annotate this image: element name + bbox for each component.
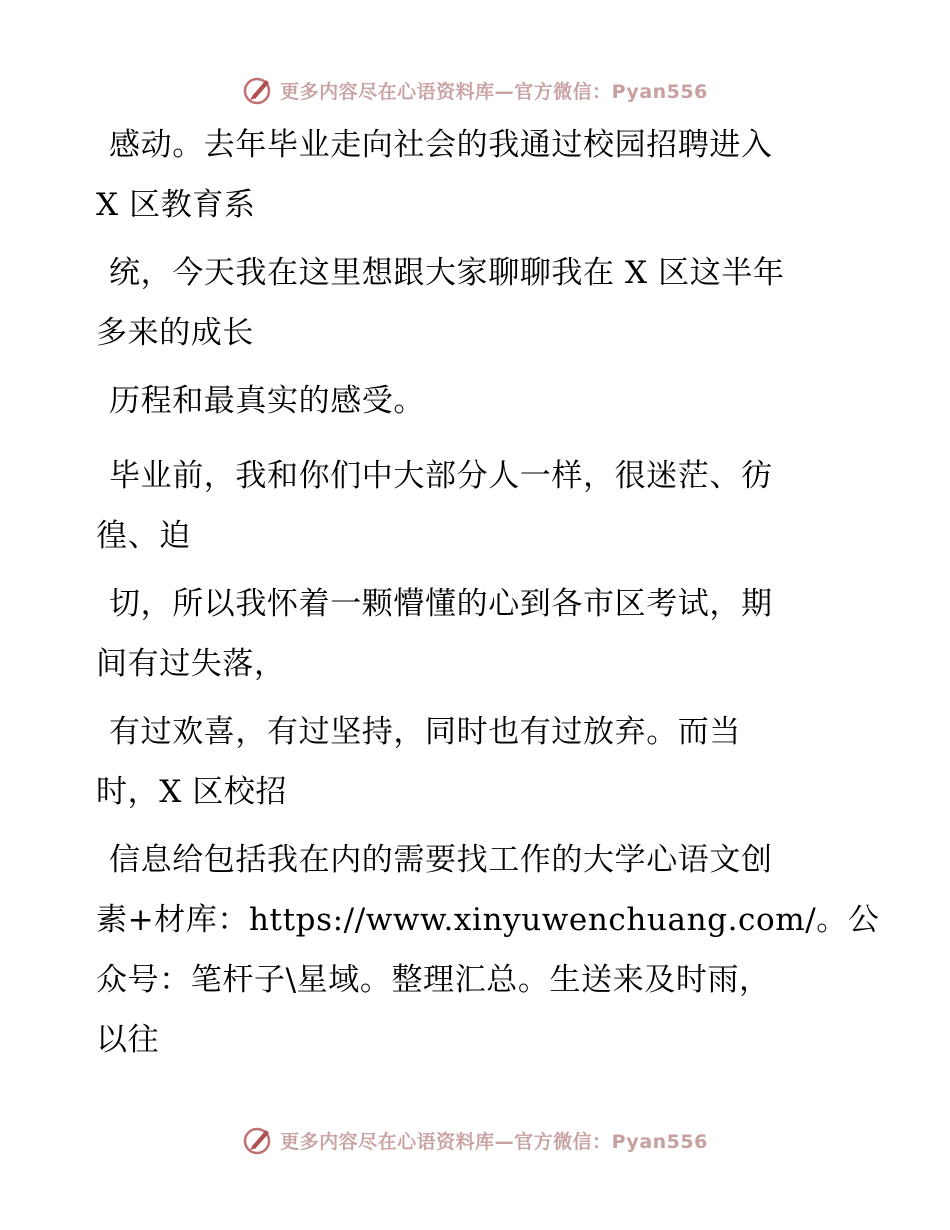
paragraph-line: 徨、迫 (96, 518, 191, 554)
watermark-text: 更多内容尽在心语资料库—官方微信：Pyan556 (280, 80, 708, 103)
watermark-text: 更多内容尽在心语资料库—官方微信：Pyan556 (280, 1130, 708, 1153)
feather-pen-circle-icon (242, 1124, 274, 1156)
paragraph-line: 众号：笔杆子\星域。整理汇总。生送来及时雨， (96, 962, 771, 998)
document-body (96, 120, 880, 1058)
paragraph-line: 以往 (96, 1022, 160, 1058)
paragraph-line: 间有过失落， (96, 646, 286, 682)
footer-watermark (0, 1120, 950, 1160)
feather-pen-circle-icon (242, 74, 274, 106)
paragraph-line: 信息给包括我在内的需要找工作的大学心语文创 (109, 842, 773, 878)
paragraph-line: 有过欢喜，有过坚持，同时也有过放弃。而当 (109, 714, 741, 750)
paragraph-line: X 区教育系 (96, 187, 256, 223)
paragraph-line: 多来的成长 (96, 315, 254, 351)
header-watermark (0, 70, 950, 110)
paragraph-line: 时，X 区校招 (96, 774, 288, 810)
paragraph-line: 切，所以我怀着一颗懵懂的心到各市区考试，期 (109, 586, 773, 622)
paragraph-line: 感动。去年毕业走向社会的我通过校园招聘进入 (109, 127, 773, 163)
paragraph-line: 毕业前，我和你们中大部分人一样，很迷茫、彷 (109, 458, 773, 494)
paragraph-line: 统，今天我在这里想跟大家聊聊我在 X 区这半年 (109, 255, 785, 291)
paragraph-line: 素+材库：https://www.xinyuwenchuang.com/。公 (96, 902, 880, 938)
paragraph-line: 历程和最真实的感受。 (109, 383, 425, 419)
